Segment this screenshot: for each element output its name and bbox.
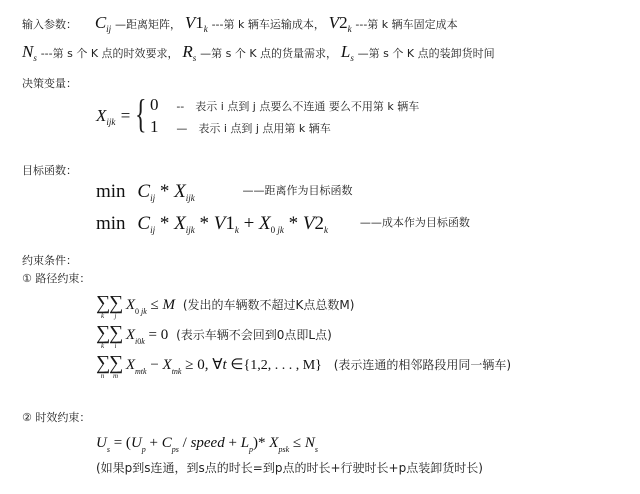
route-constraint-title: ① 路径约束： <box>22 272 91 285</box>
input-params-line-2 <box>22 43 495 63</box>
r-symbol: $R_s$ <box>182 42 197 63</box>
sum-symbol: ∑ n <box>96 352 111 380</box>
inputs-heading: 输入参数： <box>22 18 77 31</box>
time-constraint-note: (如果p到s连通，到s点的时长=到p点的时长+行驶时长+p点装卸货时长) <box>96 461 483 475</box>
n-symbol: $N_s$ <box>22 42 37 63</box>
route-constraint-3-note: (表示连通的相邻路段用同一辆车) <box>333 358 512 372</box>
time-constraint-title: ② 时效约束： <box>22 411 91 424</box>
decision-heading: 决策变量： <box>22 77 77 90</box>
x-ijk-symbol: $X_{ijk}$ = <box>96 106 132 127</box>
objective-formula-1 <box>96 182 353 203</box>
case-one-description: — 表示 i 点到 j 点用第 k 辆车 <box>176 122 331 135</box>
route-constraint-3 <box>96 352 512 380</box>
time-constraint-formula <box>96 436 318 454</box>
sum-symbol: ∑ k <box>96 292 111 320</box>
sum-symbol: ∑ m <box>109 352 124 380</box>
case-zero-value: 0 <box>150 95 159 114</box>
case-one-line <box>150 118 331 135</box>
objective-1-expression: $C_{ij} * X_{ijk}$ <box>137 181 195 203</box>
case-zero-line <box>150 96 419 113</box>
route-constraint-1-note: (发出的车辆数不超过K点总数M) <box>182 298 355 312</box>
route-constraint-1 <box>96 292 355 320</box>
objective-formula-2 <box>96 214 470 235</box>
route-constraint-1-expr: $X_{0 jk} \le M$ <box>125 297 176 316</box>
route-constraint-3-set: {1,2, . . . , M} <box>243 358 322 373</box>
case-zero-description: -- 表示 i 点到 j 点要么不连通 要么不用第 k 辆车 <box>176 100 420 113</box>
route-constraint-2-note: (表示车辆不会回到0点即L点) <box>176 328 332 342</box>
case-one-value: 1 <box>150 117 159 136</box>
input-params-line-1 <box>22 14 458 34</box>
v1-symbol: $V1_k$ <box>184 13 208 34</box>
sum-symbol: ∑ j <box>109 292 124 320</box>
objective-heading: 目标函数： <box>22 164 77 177</box>
n-description: ---第 s 个 K 点的时效要求， <box>40 47 179 60</box>
constraints-heading: 约束条件： <box>22 254 77 267</box>
route-constraint-2-expr: $X_{i0k} = 0$ <box>125 327 169 346</box>
l-description: —第 s 个 K 点的装卸货时间 <box>357 47 495 60</box>
min-operator-1: min <box>96 181 126 202</box>
objective-1-note: ——距离作为目标函数 <box>242 184 353 197</box>
route-constraint-2 <box>96 322 332 350</box>
v2-symbol: $V2_k$ <box>328 13 352 34</box>
cases-brace: { <box>135 91 147 136</box>
c-symbol: $C_{ij}$ <box>94 13 112 34</box>
v2-description: ---第 k 辆车固定成本 <box>355 18 458 31</box>
v1-description: ---第 k 辆车运输成本， <box>211 18 325 31</box>
sum-symbol: ∑ k <box>96 322 111 350</box>
route-constraint-3-expr: $X_{mtk} - X_{tnk} \ge 0$, ∀t ∈ <box>125 357 244 376</box>
objective-2-note: ——成本作为目标函数 <box>359 216 470 229</box>
min-operator-2: min <box>96 213 126 234</box>
sum-symbol: ∑ i <box>109 322 124 350</box>
time-constraint-expr: $U_s = (U_p + C_{ps}$ / speed + $L_p)*$ $X_{psk} \le N_s$ <box>96 435 318 454</box>
c-description: —距离矩阵， <box>115 18 182 31</box>
objective-2-expression: $C_{ij} * X_{ijk} * V1_k + X_{0 jk} * V2_k$ <box>137 213 328 235</box>
l-symbol: $L_s$ <box>340 42 354 63</box>
r-description: —第 s 个 K 点的货量需求， <box>200 47 338 60</box>
